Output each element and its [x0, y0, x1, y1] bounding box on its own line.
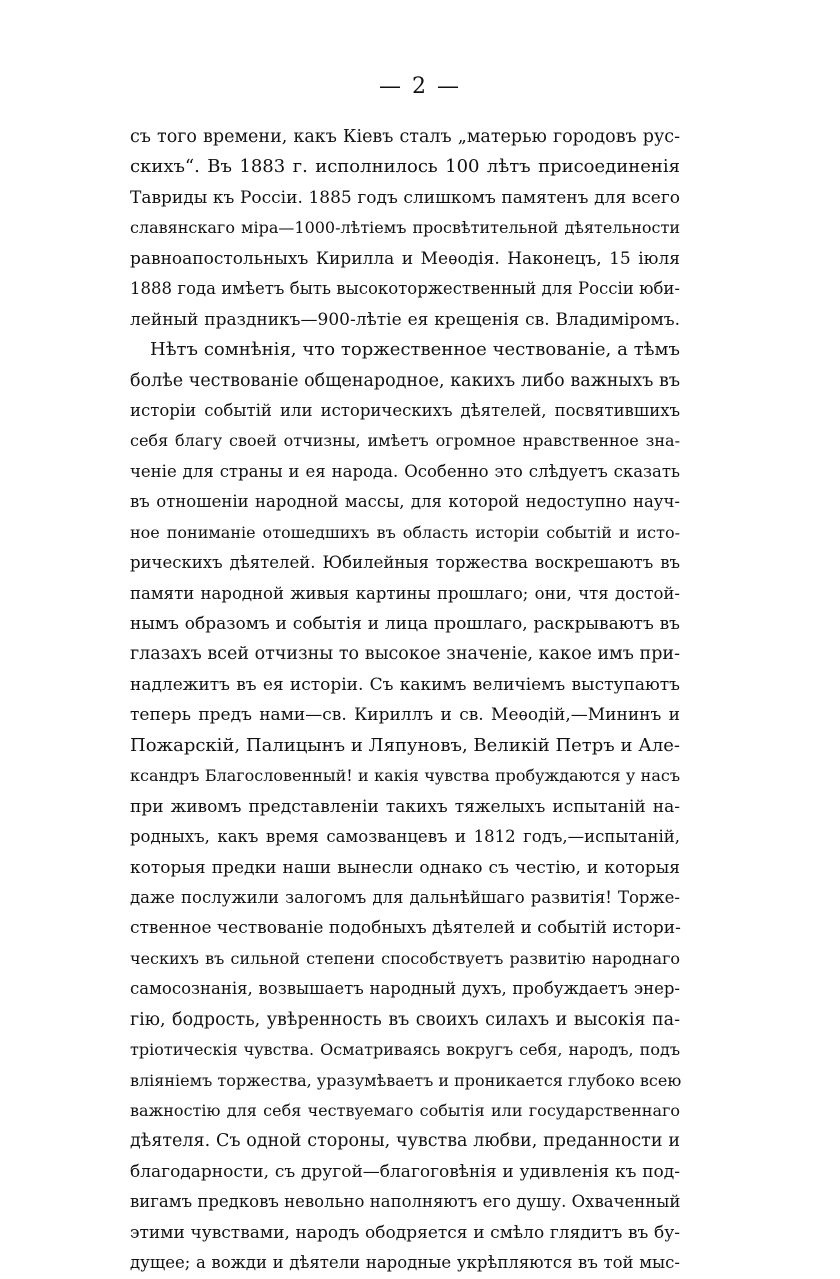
text-line: памяти народной живыя картины прошлаго; они, чтя достой-: [130, 583, 680, 603]
page-number: — 2 —: [379, 74, 461, 99]
text-line: Пожарскій, Палицынъ и Ляпуновъ, Великій Петръ и Але-: [130, 734, 680, 756]
text-line: себя благу своей отчизны, имѣетъ огромное нравственное зна-: [130, 431, 680, 451]
text-line: равноапостольныхъ Кирилла и Меѳодія. Наконецъ, 15 іюля: [130, 248, 680, 269]
text-line: важностію для себя чествуемаго событія или государственнаго: [130, 1101, 680, 1120]
text-line: ческихъ въ сильной степени способствуетъ развитію народнаго: [130, 948, 680, 968]
text-line: даже послужили залогомъ для дальнѣйшаго развитія! Торже-: [130, 887, 680, 907]
text-line: ственное чествованіе подобныхъ дѣятелей и событій истори-: [130, 918, 681, 939]
text-line: самосознанія, возвышаетъ народный духъ, пробуждаетъ энер-: [130, 979, 680, 999]
text-line: вліяніемъ торжества, уразумѣваетъ и проникается глубоко всею: [130, 1070, 682, 1090]
text-line: нымъ образомъ и событія и лица прошлаго, раскрываютъ въ: [130, 614, 680, 634]
text-line: при живомъ представленіи такихъ тяжелыхъ испытаній на-: [130, 796, 680, 817]
text-line: благодарности, съ другой—благоговѣнія и удивленія къ под-: [130, 1161, 680, 1182]
text-line: славянскаго міра—1000-лѣтіемъ просвѣтительной дѣятельности: [130, 218, 680, 238]
text-line: ксандръ Благословенный! и какія чувства пробуждаются у насъ: [130, 766, 680, 786]
body-text: [130, 122, 680, 1279]
text-line: съ того времени, какъ Кіевъ сталъ „матерью городовъ рус-: [130, 127, 680, 147]
text-line: рическихъ дѣятелей. Юбилейныя торжества воскрешаютъ въ: [130, 553, 680, 573]
text-line: болѣе чествованіе общенародное, какихъ либо важныхъ въ: [130, 370, 680, 391]
text-line: лейный праздникъ—900-лѣтіе ея крещенія св. Владиміромъ.: [130, 309, 680, 330]
text-line: ченіе для страны и ея народа. Особенно это слѣдуетъ сказать: [130, 461, 680, 481]
text-line: дѣятеля. Съ одной стороны, чувства любви, преданности и: [130, 1131, 680, 1152]
text-line: гію, бодрость, увѣренность въ своихъ силахъ и высокія па-: [130, 1009, 680, 1030]
text-line: вигамъ предковъ невольно наполняютъ его душу. Охваченный: [130, 1192, 681, 1212]
text-line: исторіи событій или историческихъ дѣятелей, посвятившихъ: [130, 400, 680, 420]
text-line: глазахъ всей отчизны то высокое значеніе, какое имъ при-: [130, 644, 680, 665]
text-line: тріотическія чувства. Осматриваясь вокругъ себя, народъ, подъ: [130, 1040, 680, 1060]
text-line: Тавриды къ Россіи. 1885 годъ слишкомъ памятенъ для всего: [130, 187, 680, 208]
text-line: ное пониманіе отошедшихъ въ область исторіи событій и исто-: [130, 522, 680, 542]
text-line: которыя предки наши вынесли однако съ честію, и которыя: [130, 857, 680, 878]
text-line: въ отношеніи народной массы, для которой недоступно науч-: [130, 492, 680, 512]
text-line: этими чувствами, народъ ободряется и смѣло глядитъ въ бу-: [130, 1222, 680, 1243]
text-line: надлежитъ въ ея исторіи. Съ какимъ величіемъ выступаютъ: [130, 674, 680, 695]
text-line: родныхъ, какъ время самозванцевъ и 1812 годъ,—испытаній,: [130, 827, 680, 847]
text-line: скихъ“. Въ 1883 г. исполнилось 100 лѣтъ присоединенія: [130, 156, 680, 178]
text-line: 1888 года имѣетъ быть высокоторжественный для Россіи юби-: [130, 279, 680, 299]
text-line: теперь предъ нами—св. Кириллъ и св. Меѳодій,—Мининъ и: [130, 705, 680, 726]
text-line: дущее; а вожди и дѣятели народные укрѣпляются въ той мыс-: [130, 1253, 680, 1273]
text-line: Нѣтъ сомнѣнія, что торжественное чествованіе, а тѣмъ: [150, 339, 680, 361]
